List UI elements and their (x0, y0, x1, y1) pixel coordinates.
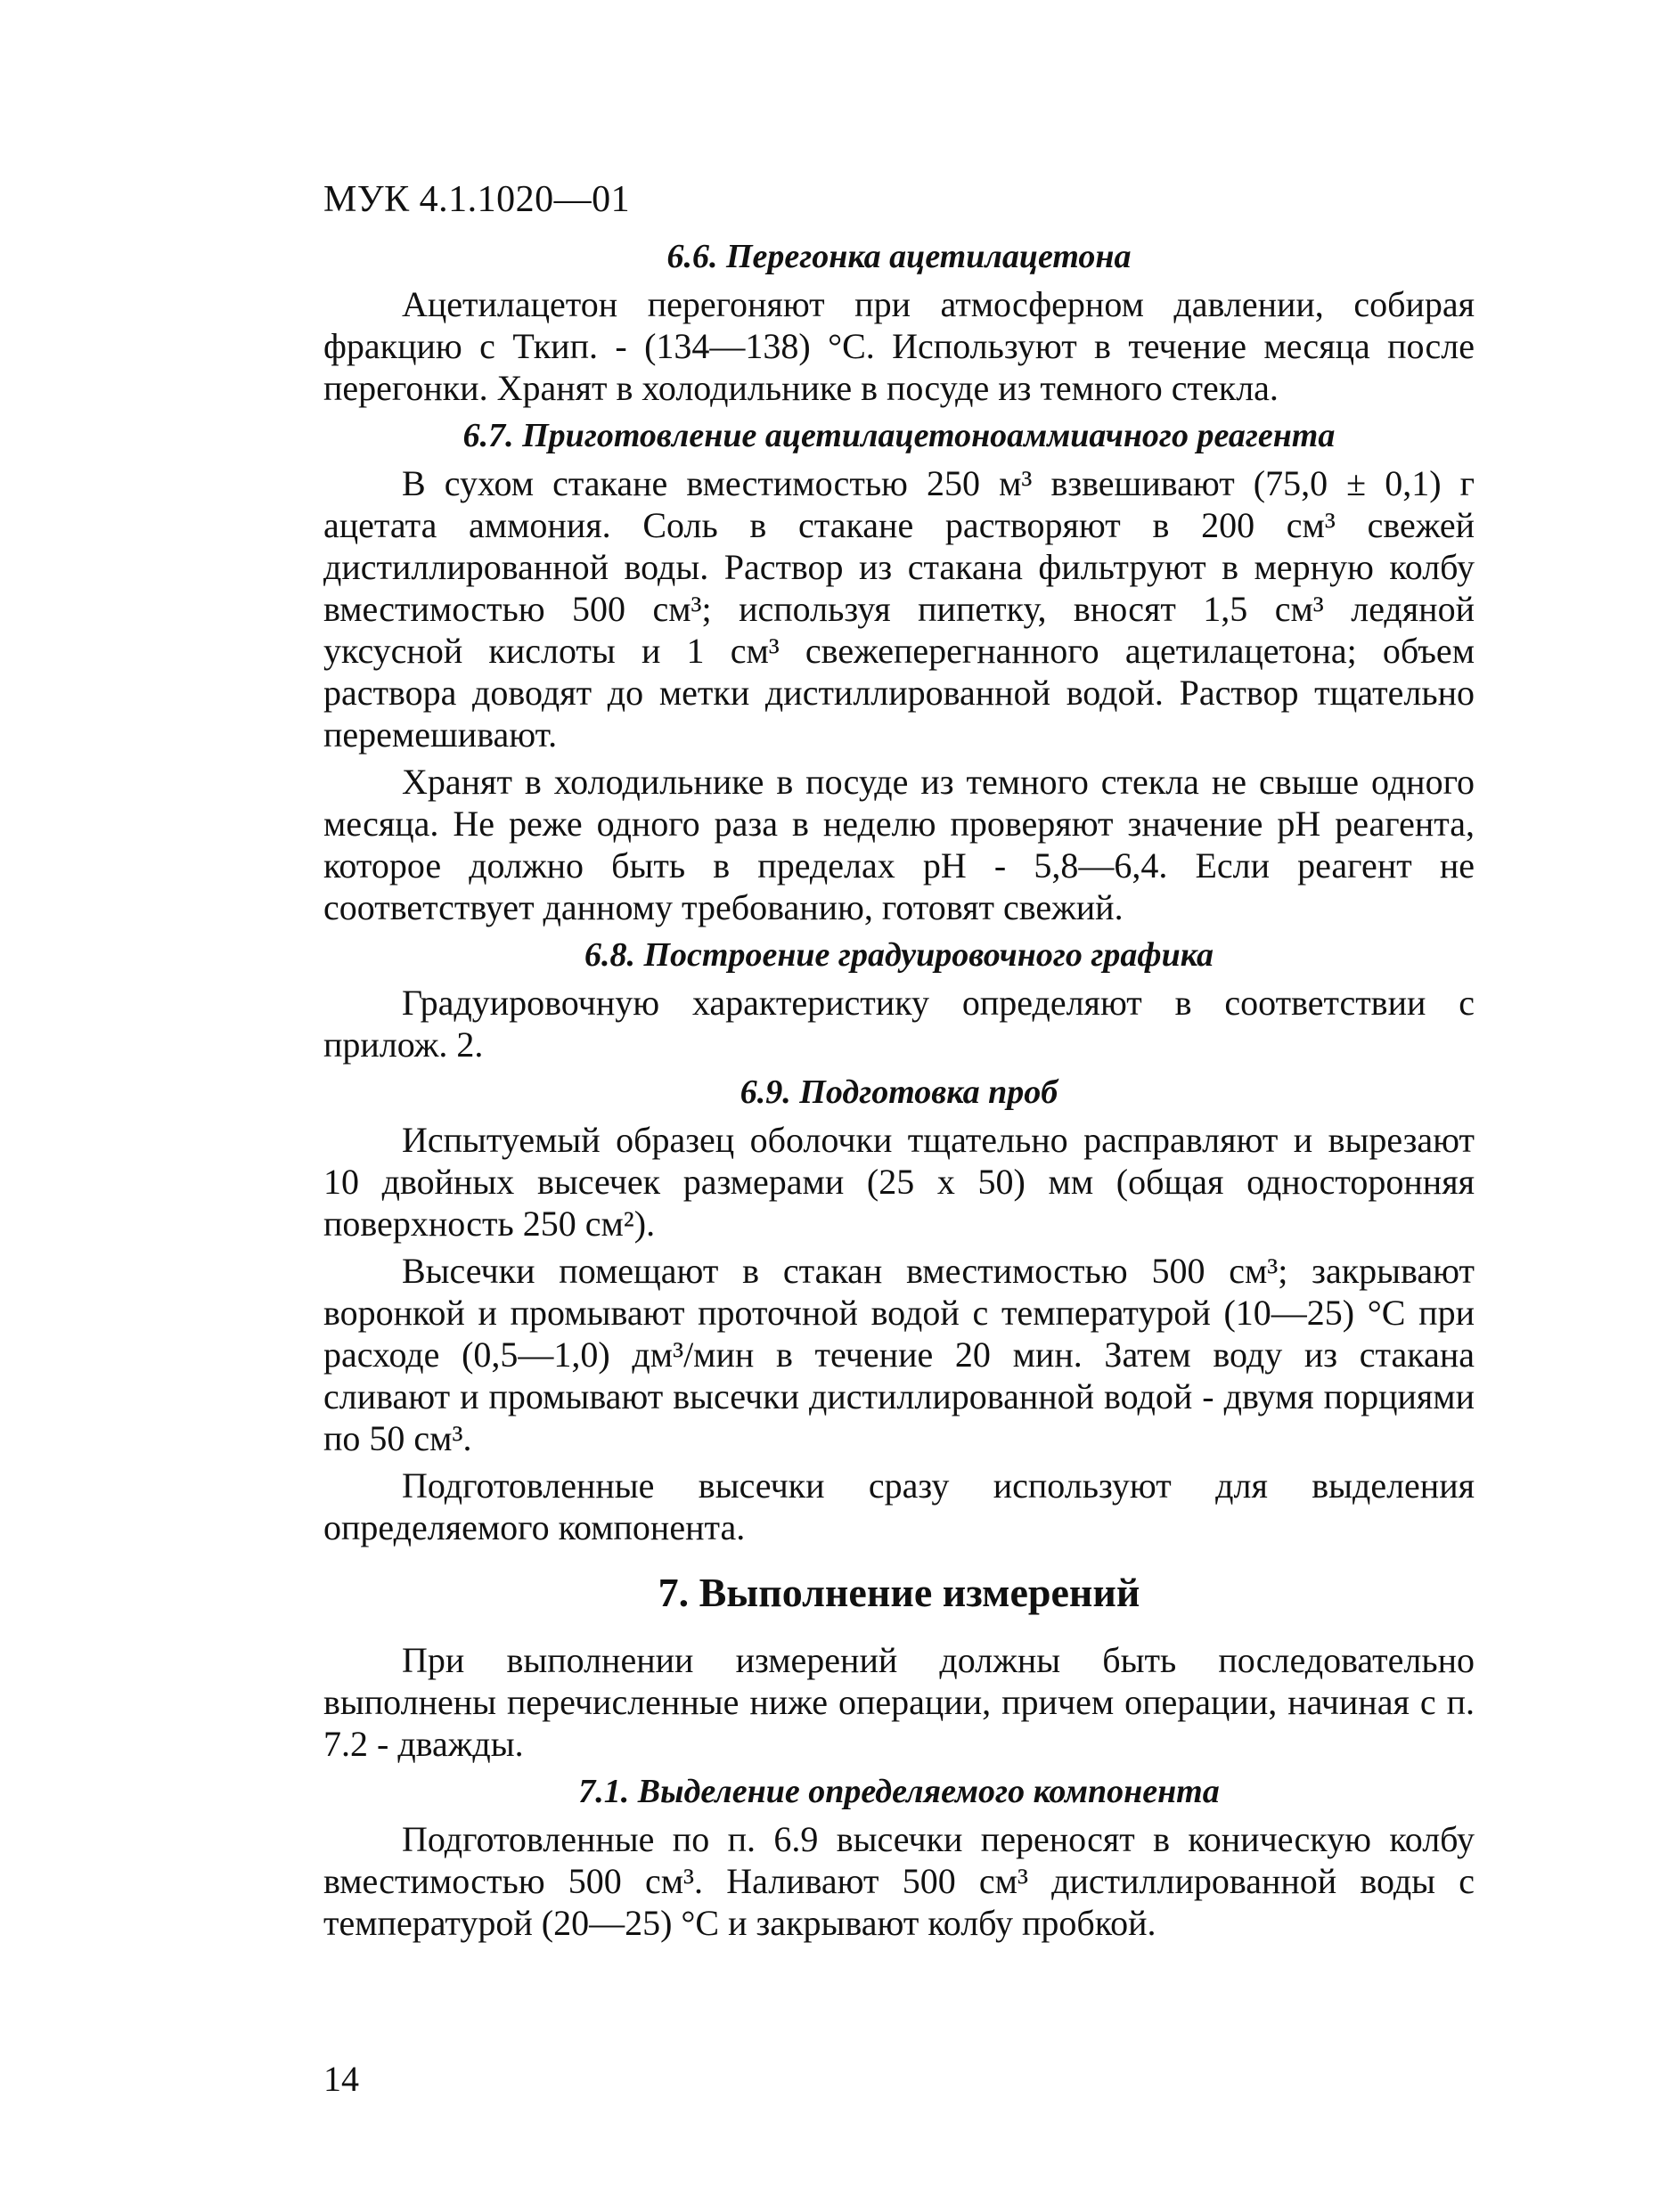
section-heading: 6.8. Построение градуировочного графика (584, 936, 1214, 974)
chapter-heading: 7. Выполнение измерений (658, 1570, 1140, 1615)
section-6-9 (323, 1071, 1475, 1548)
paragraph: Подготовленные высечки сразу используют для выделения определяемого компонента. (323, 1465, 1475, 1547)
paragraph: В сухом стакане вместимостью 250 м³ взвешивают (75,0 ± 0,1) г ацетата аммония. Соль в стакане растворяют в 200 см³ свежей дистиллированной воды. Раствор из стакана фильтруют в мерную колбу вместимостью 500 см³; используя пипетку, вносят 1,5 см³ ледяной уксусной кислоты и 1 см³ свежеперегнанного ацетилацетона; объем раствора доводят до метки дистиллированной водой. Раствор тщательно перемешивают. (323, 463, 1475, 755)
paragraph: Ацетилацетон перегоняют при атмосферном давлении, собирая фракцию с Ткип. - (134—138) °С. Используют в течение месяца после перегонки. Хранят в холодильнике в посуде из темного стекла. (323, 284, 1475, 408)
section-heading: 6.9. Подготовка проб (740, 1073, 1058, 1111)
document-id: МУК 4.1.1020—01 (323, 179, 631, 220)
paragraph: Высечки помещают в стакан вместимостью 500 см³; закрывают воронкой и промывают проточной водой с температурой (10—25) °С при расходе (0,5—1,0) дм³/мин в течение 20 мин. Затем воду из стакана сливают и промывают высечки дистиллированной водой - двумя порциями по 50 см³. (323, 1251, 1475, 1458)
section-6-8 (323, 934, 1475, 1065)
subsection-heading: 7.1. Выделение определяемого компонента (578, 1773, 1220, 1810)
paragraph: Подготовленные по п. 6.9 высечки переносят в коническую колбу вместимостью 500 см³. Наливают 500 см³ дистиллированной воды с температурой (20—25) °С и закрывают колбу пробкой. (323, 1819, 1475, 1943)
section-heading: 6.6. Перегонка ацетилацетона (666, 238, 1132, 275)
chapter-intro: При выполнении измерений должны быть последовательно выполнены перечисленные ниже операции, причем операции, начиная с п. 7.2 - дважды. (323, 1640, 1475, 1764)
section-heading: 6.7. Приготовление ацетилацетоноаммиачного реагента (462, 417, 1336, 454)
paragraph: Хранят в холодильнике в посуде из темного стекла не свыше одного месяца. Не реже одного раза в неделю проверяют значение рН реагента, которое должно быть в пределах рН - 5,8—6,4. Если реагент не соответствует данному требованию, готовят свежий. (323, 762, 1475, 927)
section-6-6 (323, 235, 1475, 409)
section-6-7 (323, 414, 1475, 928)
page-number: 14 (323, 2059, 359, 2099)
document-page (323, 178, 1475, 1949)
paragraph: Испытуемый образец оболочки тщательно расправляют и вырезают 10 двойных высечек размерами (25 х 50) мм (общая односторонняя поверхность 250 см²). (323, 1120, 1475, 1244)
chapter-7 (323, 1568, 1475, 1944)
paragraph: Градуировочную характеристику определяют в соответствии с прилож. 2. (323, 983, 1475, 1065)
